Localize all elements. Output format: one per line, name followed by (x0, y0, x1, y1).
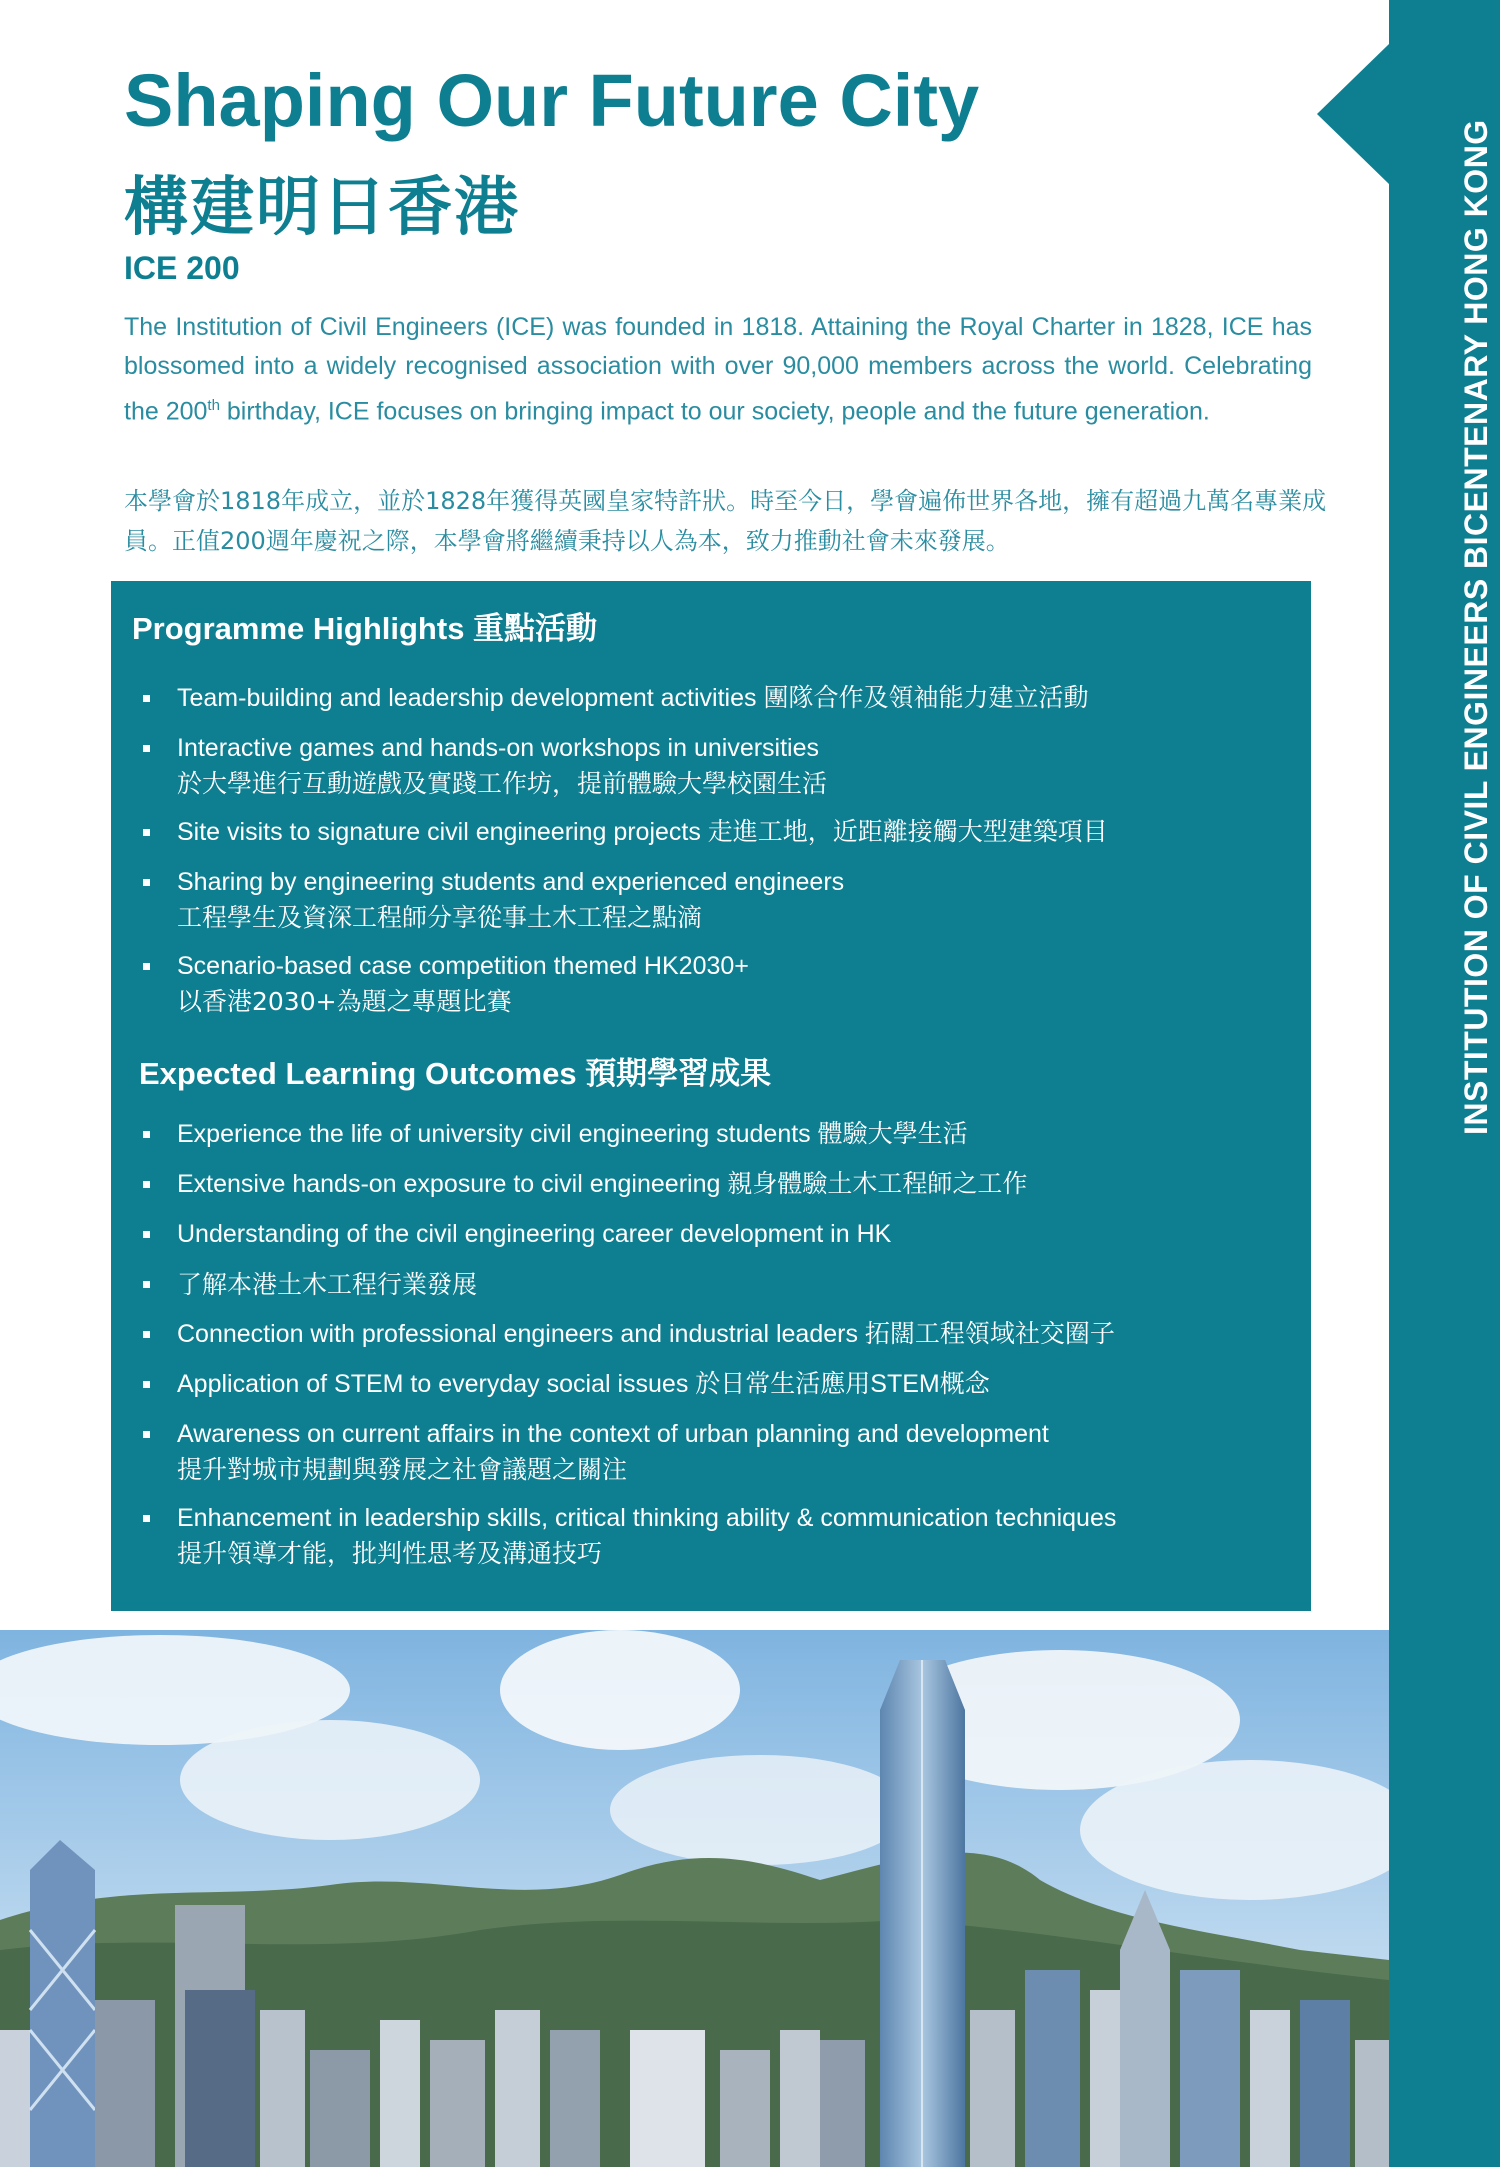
section-subhead: ICE 200 (124, 250, 240, 286)
intro-paragraph-en: The Institution of Civil Engineers (ICE) was founded in 1818. Attaining the Royal Charter in 1828, ICE has blossomed into a widely recognised association with over 90,000 members across the world. Celebrating the 200th birthday, ICE focuses on bringing impact to our society, people and the future generation. (124, 313, 1312, 426)
intro-paragraph-zh: 本學會於1818年成立，並於1828年獲得英國皇家特許狀。時至今日，學會遍佈世界各地，擁有超過九萬名專業成員。正值200週年慶祝之際，本學會將繼續秉持以人為本，致力推動社會未來發展。 (124, 487, 1327, 555)
page-title: Shaping Our Future City (124, 59, 980, 142)
side-tab-arrow (1317, 44, 1389, 184)
highlights-panel (111, 581, 1311, 1611)
list-item: Enhancement in leadership skills, critical thinking ability & communication techniques 提升領導才能，批判性思考及溝通技巧 (177, 1501, 1287, 1571)
side-banner-text: INSTITUTION OF CIVIL ENGINEERS BICENTENARY HONG KONG (1458, 119, 1494, 1135)
list-item: Scenario-based case competition themed HK2030+ 以香港2030+為題之專題比賽 (177, 949, 1287, 1019)
list-item: Interactive games and hands-on workshops in universities 於大學進行互動遊戲及實踐工作坊，提前體驗大學校園生活 (177, 731, 1287, 801)
skyline-illustration (0, 1630, 1389, 2167)
list-item: 了解本港土木工程行業發展 (177, 1267, 1287, 1303)
page-title-zh: 構建明日香港 (124, 171, 520, 245)
list-item: Sharing by engineering students and experienced engineers 工程學生及資深工程師分享從事土木工程之點滴 (177, 865, 1287, 935)
list-item: Connection with professional engineers and industrial leaders 拓闊工程領域社交圈子 (177, 1317, 1287, 1352)
list-item: Team-building and leadership development activities 團隊合作及領袖能力建立活動 (177, 681, 1287, 716)
list-item: Extensive hands-on exposure to civil engineering 親身體驗土木工程師之工作 (177, 1167, 1287, 1202)
list-item: Experience the life of university civil engineering students 體驗大學生活 (177, 1117, 1287, 1152)
list-item: Application of STEM to everyday social issues 於日常生活應用STEM概念 (177, 1367, 1287, 1402)
list-item: Understanding of the civil engineering career development in HK (177, 1217, 1287, 1252)
list-item: Site visits to signature civil engineering projects 走進工地，近距離接觸大型建築項目 (177, 815, 1287, 850)
list-item: Awareness on current affairs in the context of urban planning and development 提升對城市規劃與發展之社會議題之關注 (177, 1417, 1287, 1487)
highlights-heading: Programme Highlights 重點活動 (132, 611, 598, 646)
outcomes-heading: Expected Learning Outcomes 預期學習成果 (139, 1056, 772, 1091)
hong-kong-skyline-photo (0, 1630, 1389, 2167)
